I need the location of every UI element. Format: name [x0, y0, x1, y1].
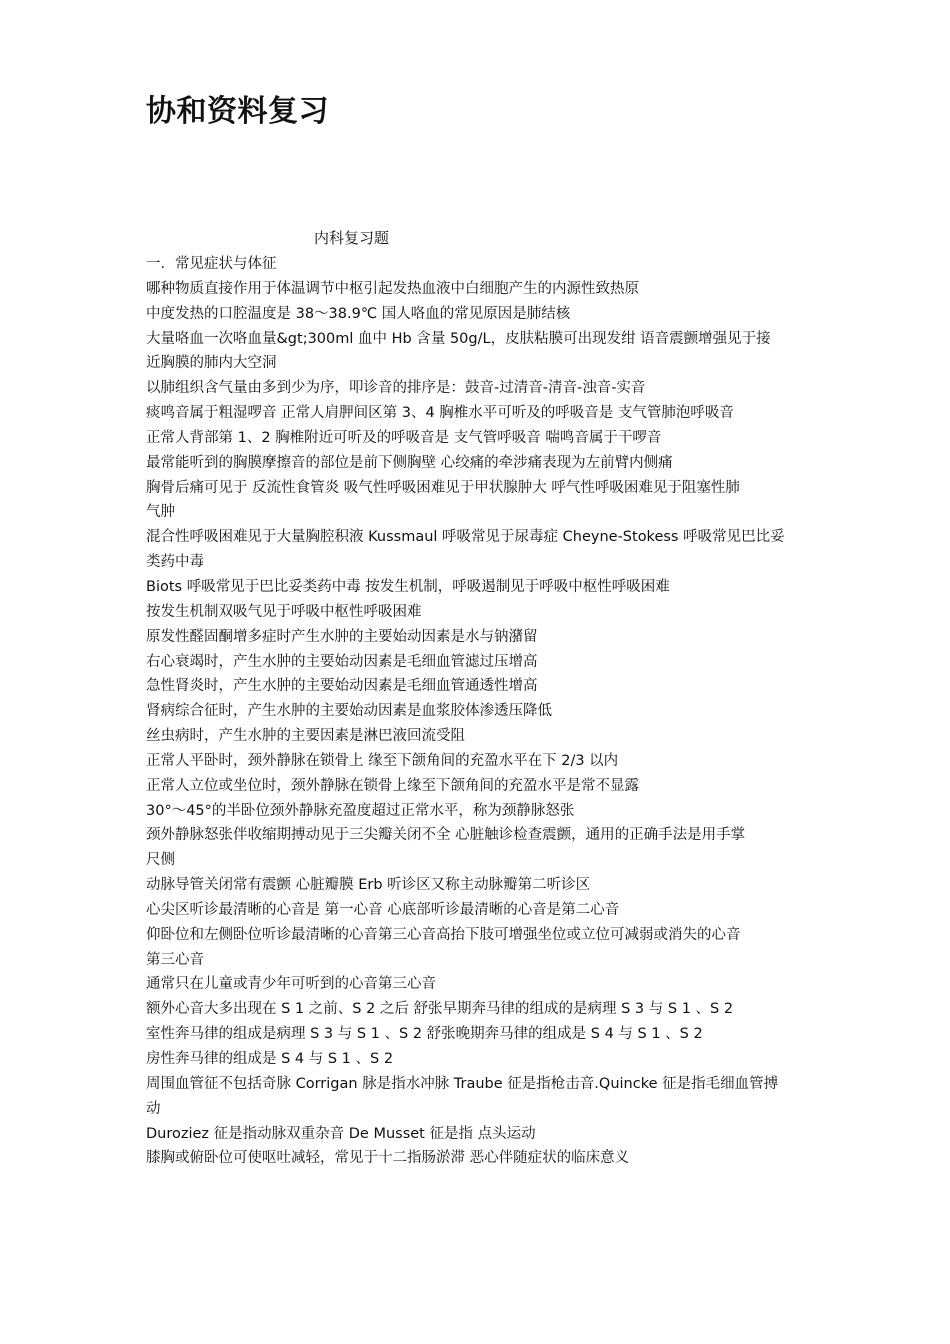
text-line: 膝胸或俯卧位可使呕吐减轻，常见于十二指肠淤滞 恶心伴随症状的临床意义: [146, 1150, 630, 1167]
text-line: 第三心音: [146, 951, 204, 968]
text-line: 急性肾炎时，产生水肿的主要始动因素是毛细血管通透性增高: [146, 678, 538, 695]
text-line: 痰鸣音属于粗湿啰音 正常人肩胛间区第 3、4 胸椎水平可听及的呼吸音是 支气管肺泡呼吸音: [146, 405, 734, 422]
text-line: 胸骨后痛可见于 反流性食管炎 吸气性呼吸困难见于甲状腺肿大 呼气性呼吸困难见于阻塞性肺: [146, 479, 740, 496]
text-line: 通常只在儿童或青少年可听到的心音第三心音: [146, 976, 436, 993]
text-line: 右心衰竭时，产生水肿的主要始动因素是毛细血管滤过压增高: [146, 653, 538, 670]
text-line: 颈外静脉怒张伴收缩期搏动见于三尖瓣关闭不全 心脏触诊检查震颤，通用的正确手法是用手掌: [146, 827, 746, 844]
text-line: 肾病综合征时，产生水肿的主要始动因素是血浆胶体渗透压降低: [146, 703, 552, 720]
text-line: 30°～45°的半卧位颈外静脉充盈度超过正常水平，称为颈静脉怒张: [146, 802, 575, 819]
text-line: 一．常见症状与体征: [146, 256, 277, 272]
text-line: 类药中毒: [146, 554, 204, 571]
text-line: 按发生机制双吸气见于呼吸中枢性呼吸困难: [146, 603, 422, 620]
text-line: 哪种物质直接作用于体温调节中枢引起发热血液中白细胞产生的内源性致热原: [146, 280, 639, 297]
text-line: 正常人平卧时，颈外静脉在锁骨上 缘至下颌角间的充盈水平在下 2/3 以内: [146, 752, 619, 769]
text-line: 房性奔马律的组成是 S 4 与 S 1 、S 2: [146, 1051, 394, 1067]
text-line: 心尖区听诊最清晰的心音是 第一心音 心底部听诊最清晰的心音是第二心音: [146, 901, 620, 918]
text-line: 大量咯血一次咯血量&gt;300ml 血中 Hb 含量 50g/L，皮肤粘膜可出现发绀 语音震颤增强见于接: [146, 330, 771, 347]
text-line: 正常人背部第 1、2 胸椎附近可听及的呼吸音是 支气管呼吸音 喘鸣音属于干啰音: [146, 429, 662, 446]
text-line: 正常人立位或坐位时，颈外静脉在锁骨上缘至下颌角间的充盈水平是常不显露: [146, 777, 639, 794]
text-line: 室性奔马律的组成是病理 S 3 与 S 1 、S 2 舒张晚期奔马律的组成是 S 4 与 S 1 、S 2: [146, 1026, 703, 1043]
text-line: 气肿: [146, 504, 175, 521]
text-line: 混合性呼吸困难见于大量胸腔积液 Kussmaul 呼吸常见于尿毒症 Cheyne-Stokess 呼吸常见巴比妥: [146, 529, 785, 546]
text-line: 以肺组织含气量由多到少为序，叩诊音的排序是：鼓音-过清音-清音-浊音-实音: [146, 380, 646, 397]
document-body: [146, 252, 810, 1171]
text-line: Biots 呼吸常见于巴比妥类药中毒 按发生机制，呼吸遏制见于呼吸中枢性呼吸困难: [146, 578, 670, 595]
text-line: 动: [146, 1100, 161, 1117]
text-line: 尺侧: [146, 852, 175, 869]
text-line: 最常能听到的胸膜摩擦音的部位是前下侧胸壁 心绞痛的牵涉痛表现为左前臂内侧痛: [146, 454, 673, 471]
document-title: 协和资料复习: [146, 94, 329, 129]
text-line: 额外心音大多出现在 S 1 之前、S 2 之后 舒张早期奔马律的组成的是病理 S 3 与 S 1 、S 2: [146, 1001, 734, 1018]
text-line: 动脉导管关闭常有震颤 心脏瓣膜 Erb 听诊区又称主动脉瓣第二听诊区: [146, 877, 591, 894]
text-line: Duroziez 征是指动脉双重杂音 De Musset 征是指 点头运动: [146, 1125, 536, 1142]
text-line: 原发性醛固酮增多症时产生水肿的主要始动因素是水与钠潴留: [146, 628, 538, 645]
text-line: 周围血管征不包括奇脉 Corrigan 脉是指水冲脉 Traube 征是指枪击音.Quincke 征是指毛细血管搏: [146, 1075, 779, 1092]
text-line: 中度发热的口腔温度是 38～38.9℃ 国人咯血的常见原因是肺结核: [146, 305, 571, 322]
text-line: 近胸膜的肺内大空洞: [146, 355, 277, 372]
text-line: 仰卧位和左侧卧位听诊最清晰的心音第三心音高抬下肢可增强坐位或立位可减弱或消失的心音: [146, 926, 741, 943]
text-line: 丝虫病时，产生水肿的主要因素是淋巴液回流受阻: [146, 728, 465, 745]
section-title: 内科复习题: [314, 229, 390, 247]
